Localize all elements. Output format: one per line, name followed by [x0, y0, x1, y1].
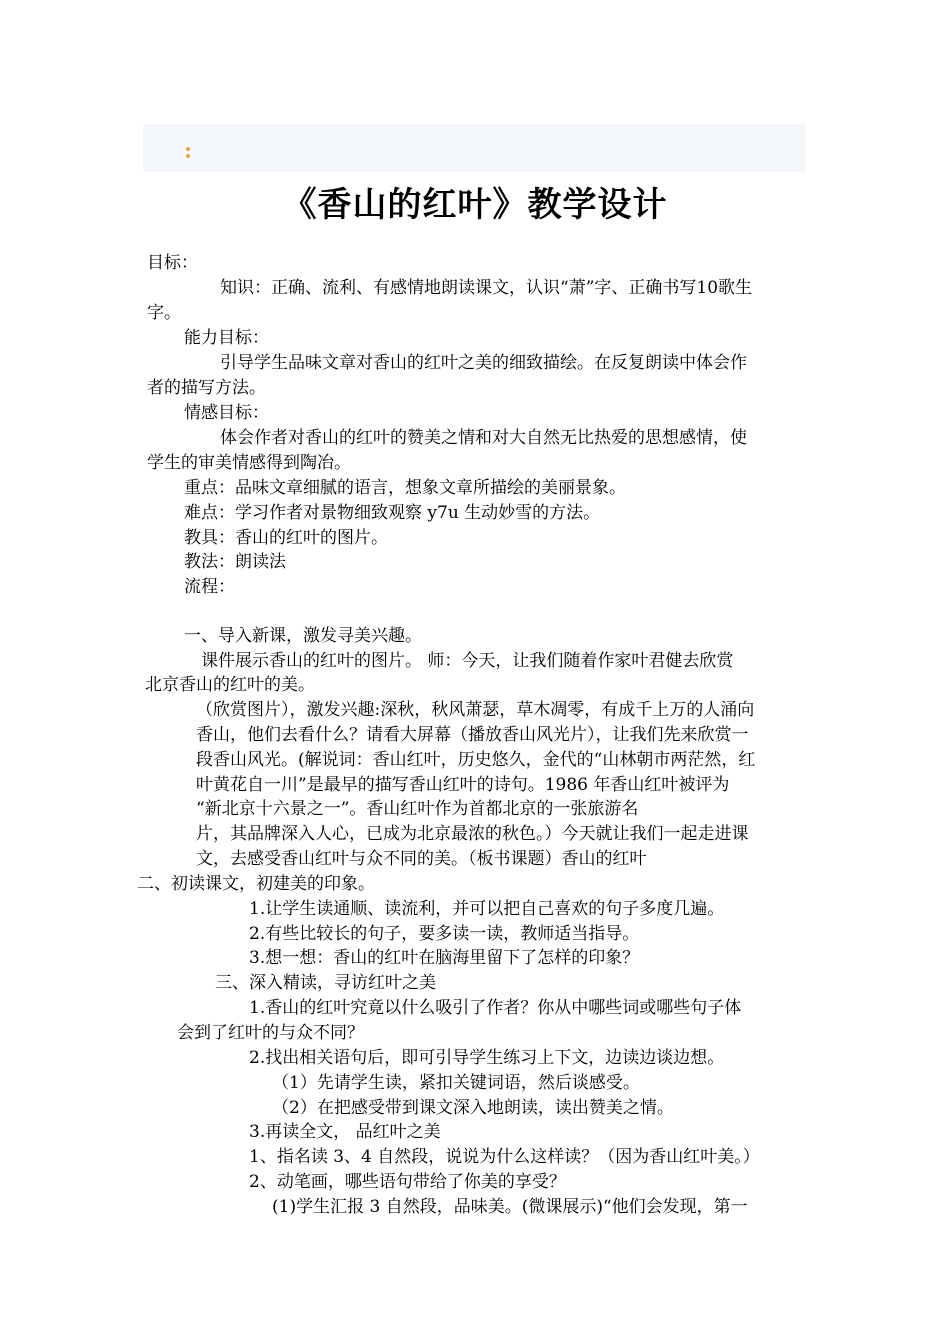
text-line: 文，去感受香山红叶与众不同的美。（板书课题）香山的红叶 [196, 849, 647, 869]
text-line: （2）在把感受带到课文深入地朗读，读出赞美之情。 [272, 1098, 674, 1118]
text-line: 1、指名读 3、4 自然段，说说为什么这样读？（因为香山红叶美。） [249, 1147, 760, 1167]
text-line: 能力目标： [184, 328, 269, 348]
text-line: 1.让学生读通顺、读流利，并可以把自己喜欢的句子多度几遍。 [249, 899, 725, 919]
text-line: (1)学生汇报 3 自然段，品味美。(微课展示)“他们会发现，第一 [272, 1197, 748, 1217]
text-line: 目标： [147, 253, 198, 273]
text-line: “新北京十六景之一”。香山红叶作为首都北京的一张旅游名 [196, 799, 639, 819]
text-line: 二、初读课文，初建美的印象。 [137, 874, 375, 894]
bullet-dots-icon [186, 147, 190, 161]
text-line: 2、动笔画，哪些语句带给了你美的享受？ [249, 1172, 566, 1192]
text-line: 片，其品牌深入人心，已成为北京最浓的秋色。）今天就让我们一起走进课 [196, 824, 749, 844]
text-line: 流程： [184, 577, 235, 597]
text-line: 叶黄花自一川”是最早的描写香山红叶的诗句。1986 年香山红叶被评为 [196, 775, 730, 795]
text-line: 3.再读全文， 品红叶之美 [249, 1122, 441, 1142]
text-line: 三、深入精读，寻访红叶之美 [215, 973, 436, 993]
text-line: 课件展示香山的红叶的图片。 师：今天，让我们随着作家叶君健去欣赏 [201, 651, 734, 671]
header-band [143, 124, 806, 172]
text-line: 者的描写方法。 [147, 378, 266, 398]
text-line: 2.找出相关语句后，即可引导学生练习上下文，边读边谈边想。 [249, 1048, 725, 1068]
text-line: 难点：学习作者对景物细致观察 y7u 生动妙雪的方法。 [184, 503, 601, 523]
text-line: 教法：朗读法 [184, 552, 286, 572]
text-line: 重点：品味文章细腻的语言，想象文章所描绘的美丽景象。 [184, 478, 626, 498]
text-line: 3.想一想：香山的红叶在脑海里留下了怎样的印象？ [249, 948, 640, 968]
text-line: 知识：正确、流利、有感情地朗读课文，认识“萧”字、正确书写10歌生 [220, 278, 753, 298]
text-line: 段香山风光。(解说词：香山红叶，历史悠久，金代的“山林朝市两茫然，红 [196, 750, 756, 770]
text-line: 情感目标： [184, 403, 269, 423]
text-line: 会到了红叶的与众不同？ [177, 1023, 364, 1043]
text-line: 香山，他们去看什么？请看大屏幕（播放香山风光片），让我们先来欣赏一 [196, 725, 749, 745]
text-line: 1.香山的红叶究竟以什么吸引了作者？你从中哪些词或哪些句子体 [249, 998, 742, 1018]
text-line: 教具：香山的红叶的图片。 [184, 528, 388, 548]
text-line: 学生的审美情感得到陶冶。 [147, 453, 351, 473]
text-line: 体会作者对香山的红叶的赞美之情和对大自然无比热爱的思想感情，使 [220, 428, 747, 448]
text-line: （欣赏图片），激发兴趣:深秋，秋风萧瑟，草木凋零，有成千上万的人涌向 [196, 700, 755, 720]
text-line: 2.有些比较长的句子，要多读一读，教师适当指导。 [249, 924, 640, 944]
text-line: 一、导入新课，激发寻美兴趣。 [184, 626, 422, 646]
text-line: 字。 [147, 303, 181, 323]
document-title: 《香山的红叶》教学设计 [282, 185, 668, 225]
text-line: （1）先请学生读，紧扣关键词语，然后谈感受。 [272, 1073, 640, 1093]
text-line: 北京香山的红叶的美。 [145, 675, 315, 695]
text-line: 引导学生品味文章对香山的红叶之美的细致描绘。在反复朗读中体会作 [220, 353, 747, 373]
